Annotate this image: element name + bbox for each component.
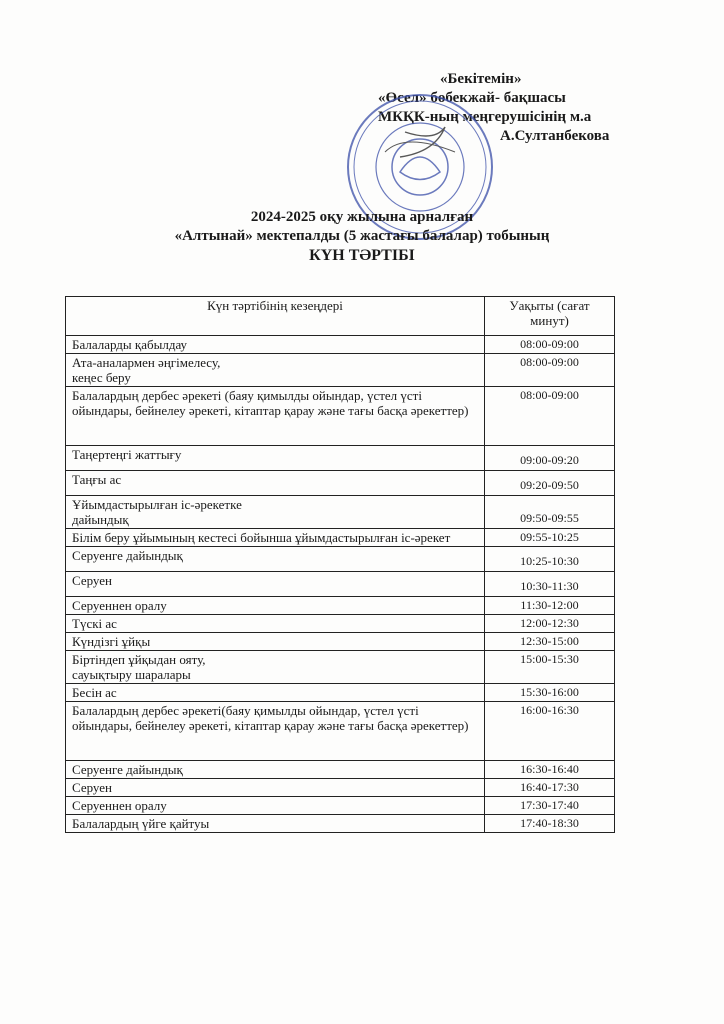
stage-cell: Таңертеңгі жаттығу (66, 446, 485, 471)
stage-cell: Таңғы ас (66, 471, 485, 496)
table-row (66, 597, 615, 615)
time-cell: 09:20-09:50 (485, 471, 615, 496)
time-cell: 12:30-15:00 (485, 633, 615, 651)
table-row (66, 684, 615, 702)
approval-line-2: «Өсел» бөбекжай- бақшасы (378, 90, 566, 106)
table-row (66, 761, 615, 779)
time-cell: 15:00-15:30 (485, 651, 615, 684)
time-cell: 10:30-11:30 (485, 572, 615, 597)
time-cell: 17:40-18:30 (485, 815, 615, 833)
time-cell: 08:00-09:00 (485, 354, 615, 387)
stage-cell: Серуен (66, 779, 485, 797)
time-cell: 17:30-17:40 (485, 797, 615, 815)
time-cell: 09:00-09:20 (485, 446, 615, 471)
table-row (66, 633, 615, 651)
stage-cell: Балаларды қабылдау (66, 336, 485, 354)
stage-cell: Ұйымдастырылған іс-әрекетке дайындық (66, 496, 485, 529)
table-row (66, 651, 615, 684)
stage-cell: Серуеннен оралу (66, 597, 485, 615)
stage-cell: Біртіндеп ұйқыдан ояту, сауықтыру шаралары (66, 651, 485, 684)
table-row (66, 779, 615, 797)
time-cell: 08:00-09:00 (485, 387, 615, 446)
title-group: «Алтынай» мектепалды (5 жастағы балалар) тобының (174, 228, 550, 244)
stage-cell: Балалардың үйге қайтуы (66, 815, 485, 833)
time-cell: 16:00-16:30 (485, 702, 615, 761)
table-row (66, 702, 615, 761)
table-header-row (66, 297, 615, 336)
table-row (66, 446, 615, 471)
title-year: 2024-2025 оқу жылына арналған (250, 209, 474, 225)
time-cell: 09:55-10:25 (485, 529, 615, 547)
time-cell: 10:25-10:30 (485, 547, 615, 572)
table-row (66, 547, 615, 572)
time-cell: 12:00-12:30 (485, 615, 615, 633)
header-time: Уақыты (сағат минут) (485, 297, 615, 336)
table-row (66, 797, 615, 815)
table-row (66, 496, 615, 529)
stage-cell: Балалардың дербес әрекеті(баяу қимылды ойындар, үстел үсті ойындары, бейнелеу әрекеті, кітаптар қарау және тағы басқа әрекеттер) (66, 702, 485, 761)
approval-line-3: МКҚК-ның меңгерушісінің м.а (378, 109, 592, 125)
stage-cell: Серуенге дайындық (66, 761, 485, 779)
table-row (66, 615, 615, 633)
table-row (66, 336, 615, 354)
stage-cell: Түскі ас (66, 615, 485, 633)
table-row (66, 471, 615, 496)
schedule-table (65, 296, 615, 833)
table-row (66, 529, 615, 547)
table-row (66, 354, 615, 387)
time-cell: 11:30-12:00 (485, 597, 615, 615)
stage-cell: Күндізгі ұйқы (66, 633, 485, 651)
time-cell: 16:40-17:30 (485, 779, 615, 797)
stage-cell: Серуенге дайындық (66, 547, 485, 572)
approval-line-1: «Бекітемін» (440, 71, 522, 87)
stage-cell: Білім беру ұйымының кестесі бойынша ұйымдастырылған іс-әрекет (66, 529, 485, 547)
time-cell: 08:00-09:00 (485, 336, 615, 354)
time-cell: 15:30-16:00 (485, 684, 615, 702)
table-row (66, 815, 615, 833)
time-cell: 09:50-09:55 (485, 496, 615, 529)
table-row (66, 572, 615, 597)
page-title: КҮН ТӘРТІБІ (309, 247, 415, 264)
approval-signatory: А.Султанбекова (500, 128, 610, 144)
table-row (66, 387, 615, 446)
stage-cell: Серуеннен оралу (66, 797, 485, 815)
stage-cell: Серуен (66, 572, 485, 597)
header-stage: Күн тәртібінің кезеңдері (66, 297, 485, 336)
stage-cell: Бесін ас (66, 684, 485, 702)
stage-cell: Ата-аналармен әңгімелесу, кеңес беру (66, 354, 485, 387)
stage-cell: Балалардың дербес әрекеті (баяу қимылды ойындар, үстел үсті ойындары, бейнелеу әрекеті, кітаптар қарау және тағы басқа әрекеттер) (66, 387, 485, 446)
time-cell: 16:30-16:40 (485, 761, 615, 779)
